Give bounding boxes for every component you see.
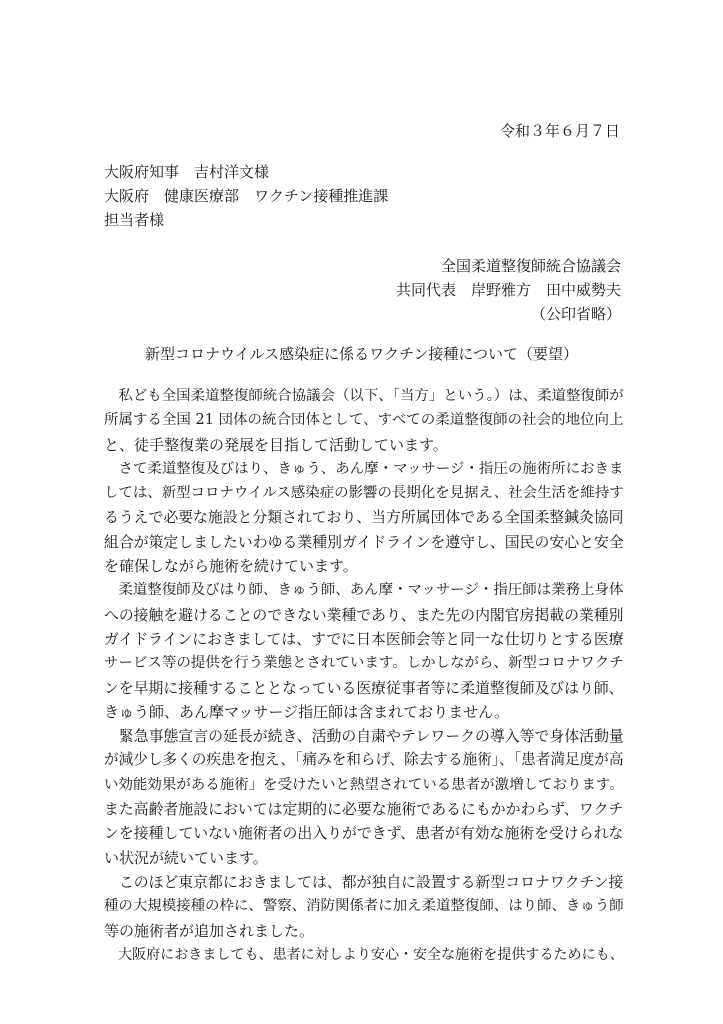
body-line: 大阪府におきましても、患者に対しより安心・安全な施術を提供するためにも、: [104, 946, 624, 963]
body-line: ンを早期に接種することとなっている医療従事者等に柔道整復師及びはり師、: [104, 678, 624, 697]
body-line: い状況が続いています。: [104, 848, 268, 867]
body-line: きゅう師、あん摩マッサージ指圧師は含まれておりません。: [104, 702, 510, 721]
body-line: への接触を避けることのできない業種であり、また先の内閣官房掲載の業種別: [104, 605, 624, 624]
body-line: 組合が策定しましたいわゆる業種別ガイドラインを遵守し、国民の安心と安全: [104, 532, 624, 551]
body-line: 所属する全国 21 団体の統合団体として、すべての柔道整復師の社会的地位向上: [104, 412, 624, 429]
body-line: が減少し多くの疾患を抱え、「痛みを和らげ、除去する施術」、「患者満足度が高: [104, 751, 624, 769]
body-line: と、徒手整復業の発展を目指して活動しています。: [104, 435, 448, 454]
body-line: い効能効果がある施術」を受けたいと熱望されている患者が激増しております。: [104, 776, 624, 793]
recipient-line: 大阪府知事 吉村洋文様: [104, 163, 270, 181]
letter-subject: 新型コロナウイルス感染症に係るワクチン接種について（要望）: [144, 345, 579, 363]
body-line: このほど東京都におきましては、都が独自に設置する新型コロナワクチン接: [104, 872, 624, 891]
recipients-block: [104, 160, 388, 232]
sender-organization: 全国柔道整復師統合協議会: [440, 257, 621, 275]
letter-date: 令和３年６月７日: [500, 122, 621, 140]
body-line: 等の施術者が追加されました。: [104, 921, 315, 940]
sender-block: [396, 254, 621, 326]
body-line: また高齢者施設においては定期的に必要な施術であるにもかかわらず、ワクチ: [104, 800, 624, 819]
letter-body: [104, 384, 624, 967]
recipient-line: 大阪府 健康医療部 ワクチン接種推進課: [104, 187, 389, 205]
body-line: ンを接種していない施術者の出入りができず、患者が有効な施術を受けられな: [104, 824, 624, 843]
body-line: を確保しながら施術を続けています。: [104, 557, 358, 576]
sender-seal-note: （公印省略）: [530, 305, 621, 323]
body-line: 種の大規模接種の枠に、警察、消防関係者に加え柔道整復師、はり師、きゅう師: [104, 898, 624, 915]
recipient-line: 担当者様: [104, 211, 165, 229]
body-line: るうえで必要な施設と分類されており、当方所属団体である全国柔整鍼灸協同: [104, 508, 624, 527]
body-line: 柔道整復師及びはり師、きゅう師、あん摩・マッサージ・指圧師は業務上身体: [104, 582, 624, 599]
body-line: 緊急事態宣言の延長が続き、活動の自粛やテレワークの導入等で身体活動量: [104, 727, 624, 746]
body-line: さて柔道整復及びはり、きゅう、あん摩・マッサージ・指圧の施術所におきま: [104, 460, 624, 477]
body-line: ガイドラインにおきましては、すでに日本医師会等と同一な仕切りとする医療: [104, 629, 624, 648]
body-line: サービス等の提供を行う業態とされています。しかしながら、新型コロナワクチ: [104, 655, 624, 672]
sender-representatives: 共同代表 岸野雅方 田中威勢夫: [395, 281, 621, 299]
body-line: しては、新型コロナウイルス感染症の影響の長期化を見据え、社会生活を維持す: [104, 485, 624, 502]
body-line: 私ども全国柔道整復師統合協議会（以下、「当方」という。）は、柔道整復師が: [104, 388, 624, 404]
